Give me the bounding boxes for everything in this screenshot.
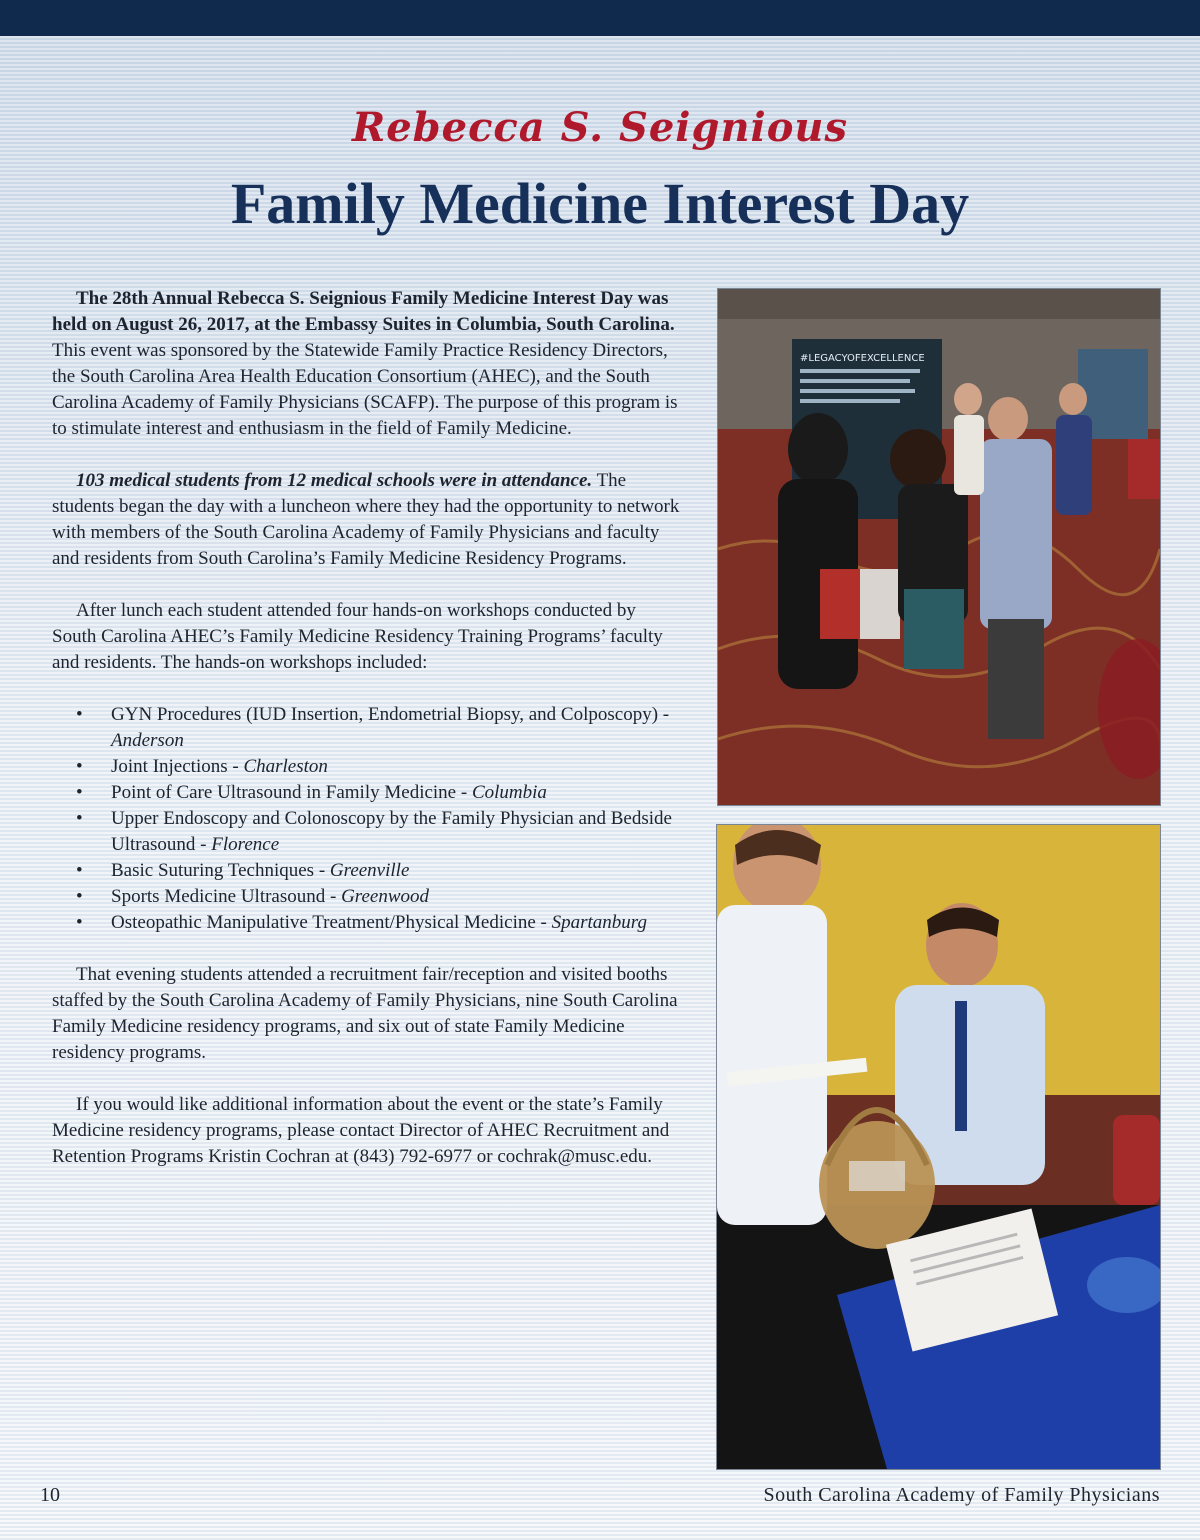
page-number: 10 <box>40 1484 60 1506</box>
banner-text: #LEGACYOFEXCELLENCE <box>800 353 925 364</box>
workshop-title: Sports Medicine Ultrasound - <box>111 886 342 907</box>
list-item <box>52 858 682 884</box>
list-item <box>52 806 682 858</box>
publication-name: South Carolina Academy of Family Physicians <box>763 1484 1160 1506</box>
workshop-title: Osteopathic Manipulative Treatment/Physical Medicine - <box>111 912 552 933</box>
workshop-location: Greenville <box>329 860 410 881</box>
paragraph-attendance <box>52 468 682 572</box>
paragraph-intro <box>52 286 682 442</box>
paragraph-contact: If you would like additional information about the event or the state’s Family Medicine residency programs, please contact Director of AHEC Recruitment and Retention Programs Kristin Cochran at (843) 792-6977 or cochrak@musc.edu. <box>52 1094 670 1167</box>
attendance-highlight: 103 medical students from 12 medical schools were in attendance. <box>76 470 593 491</box>
workshop-title: GYN Procedures (IUD Insertion, Endometrial Biopsy, and Colposcopy) - <box>111 704 670 725</box>
paragraph-workshops-intro: After lunch each student attended four hands-on workshops conducted by South Carolina AHEC’s Family Medicine Residency Training Programs’ faculty and residents. The hands-on workshops included: <box>52 600 663 673</box>
workshop-location: Anderson <box>111 730 184 751</box>
workshop-title: Basic Suturing Techniques - <box>111 860 330 881</box>
intro-bold-text: The 28th Annual Rebecca S. Seignious Family Medicine Interest Day was held on August 26, 2017, at the Embassy Suites in Columbia, South Carolina. <box>52 288 675 335</box>
workshop-title: Joint Injections - <box>111 756 244 777</box>
attendance-text: The students began the day with a luncheon where they had the opportunity to network with members of the South Carolina Academy of Family Physicians and faculty and residents from South Carolina’s Family Medicine Residency Programs. <box>52 470 680 569</box>
recruitment-table-photo <box>716 824 1161 1470</box>
list-item <box>52 780 682 806</box>
recruitment-fair-illustration <box>718 289 1160 805</box>
page-title: Family Medicine Interest Day <box>230 171 970 236</box>
workshop-location: Florence <box>211 834 280 855</box>
workshop-location: Greenwood <box>341 886 430 907</box>
workshop-title: Upper Endoscopy and Colonoscopy by the Family Physician and Bedside Ultrasound - <box>111 808 672 855</box>
paragraph-recruitment-fair: That evening students attended a recruitment fair/reception and visited booths staffed by the South Carolina Academy of Family Physicians, nine South Carolina Family Medicine residency programs, and six out of state Family Medicine residency programs. <box>52 964 678 1063</box>
article-body <box>52 286 682 1196</box>
list-item <box>52 910 682 936</box>
workshop-location: Columbia <box>471 782 547 803</box>
workshop-location: Charleston <box>243 756 328 777</box>
list-item <box>52 884 682 910</box>
top-banner-bar <box>0 0 1200 36</box>
workshop-location: Spartanburg <box>551 912 647 933</box>
workshop-title: Point of Care Ultrasound in Family Medicine - <box>111 782 472 803</box>
list-item <box>52 754 682 780</box>
intro-text: This event was sponsored by the Statewide Family Practice Residency Directors, the South Carolina Area Health Education Consortium (AHEC), and the South Carolina Academy of Family Physicians (SCAFP). The purpose of this program is to stimulate interest and enthusiasm in the field of Family Medicine. <box>52 340 678 439</box>
list-item <box>52 702 682 754</box>
recruitment-table-illustration <box>717 825 1160 1469</box>
workshop-list <box>52 702 682 936</box>
recruitment-fair-photo <box>717 288 1161 806</box>
event-name-script-title: Rebecca S. Seignious <box>351 104 849 151</box>
